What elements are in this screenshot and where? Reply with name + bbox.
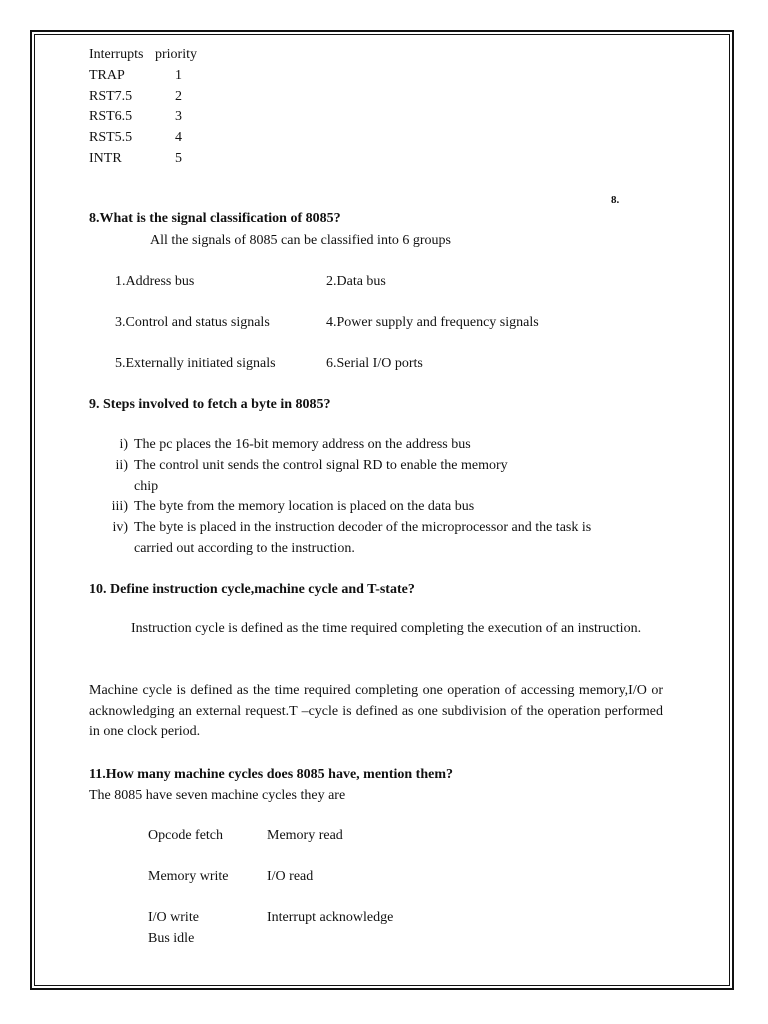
- step-number: ii): [115, 458, 128, 473]
- section-marker: 8.: [611, 194, 620, 206]
- instruction-cycle-paragraph: Instruction cycle is defined as the time required completing the execution of an instruction.: [131, 621, 642, 636]
- signal-group-item: 5.Externally initiated signals: [115, 356, 276, 371]
- table-row-priority: 5: [175, 151, 182, 166]
- question-8-heading: 8.What is the signal classification of 8085?: [89, 211, 341, 226]
- table-row-priority: 4: [175, 130, 182, 145]
- machine-cycle-item: I/O write: [148, 910, 199, 925]
- machine-cycle-item: Memory write: [148, 869, 229, 884]
- step-text: The control unit sends the control signal RD to enable the memory: [134, 458, 508, 473]
- signal-group-item: 4.Power supply and frequency signals: [326, 315, 539, 330]
- step-text-continued: chip: [134, 479, 159, 494]
- machine-cycle-item: Interrupt acknowledge: [267, 910, 394, 925]
- machine-cycle-paragraph: Machine cycle is defined as the time required completing one operation of accessing memory,I/O or acknowledging an external request.T –cycle is defined as one subdivision of the operation performed in one clock period.: [89, 683, 663, 739]
- step-text: The pc places the 16-bit memory address on the address bus: [134, 437, 471, 452]
- signal-group-item: 6.Serial I/O ports: [326, 356, 423, 371]
- step-number: iv): [112, 520, 128, 535]
- machine-cycle-item: Opcode fetch: [148, 828, 224, 843]
- table-row-name: INTR: [89, 151, 122, 166]
- table-row-priority: 2: [175, 89, 182, 104]
- table-row-name: RST5.5: [89, 130, 133, 145]
- signal-group-item: 3.Control and status signals: [115, 315, 270, 330]
- machine-cycle-item: I/O read: [267, 869, 314, 884]
- machine-cycle-item: Bus idle: [148, 931, 195, 946]
- step-number: iii): [111, 499, 128, 514]
- table-row-priority: 3: [175, 109, 182, 124]
- machine-cycle-item: Memory read: [267, 828, 343, 843]
- question-11-heading: 11.How many machine cycles does 8085 have, mention them?: [89, 767, 453, 782]
- question-11-intro: The 8085 have seven machine cycles they are: [89, 788, 346, 803]
- table-row-priority: 1: [175, 68, 182, 83]
- question-8-intro: All the signals of 8085 can be classified into 6 groups: [150, 233, 451, 248]
- signal-group-item: 1.Address bus: [115, 274, 195, 289]
- table-header-priority: priority: [155, 47, 197, 62]
- step-text-continued: carried out according to the instruction.: [134, 541, 355, 556]
- signal-group-item: 2.Data bus: [326, 274, 386, 289]
- table-header-interrupts: Interrupts: [89, 47, 144, 62]
- table-row-name: RST7.5: [89, 89, 133, 104]
- step-number: i): [119, 437, 128, 452]
- step-text: The byte is placed in the instruction decoder of the microprocessor and the task is: [134, 520, 592, 535]
- step-text: The byte from the memory location is placed on the data bus: [134, 499, 475, 514]
- table-row-name: TRAP: [89, 68, 125, 83]
- table-row-name: RST6.5: [89, 109, 133, 124]
- question-10-heading: 10. Define instruction cycle,machine cycle and T-state?: [89, 582, 415, 597]
- question-9-heading: 9. Steps involved to fetch a byte in 8085?: [89, 397, 331, 412]
